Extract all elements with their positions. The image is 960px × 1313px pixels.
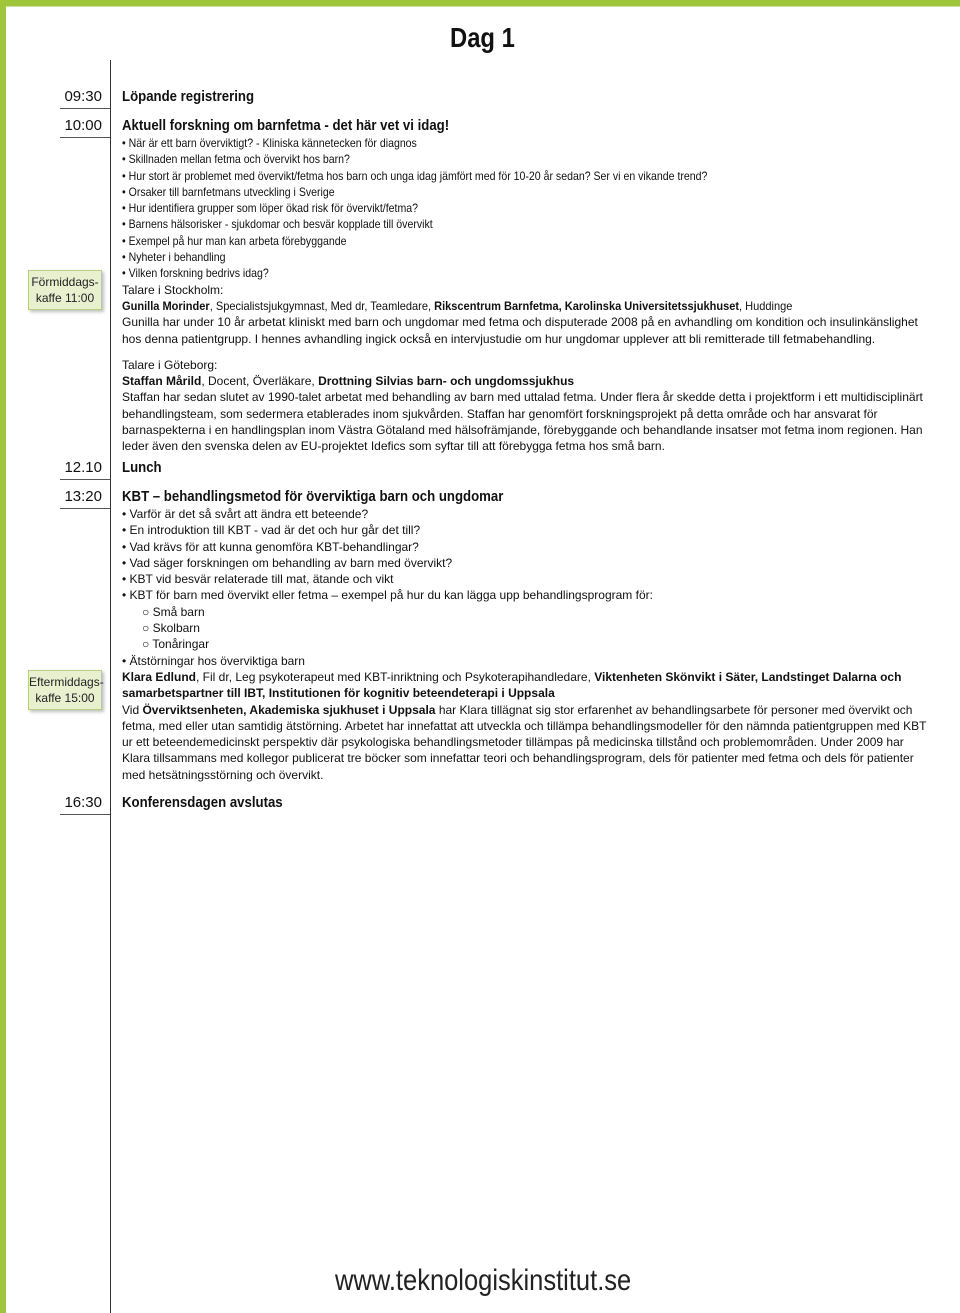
lunch-heading: Lunch: [122, 459, 162, 476]
sub-list-item: ○ Tonåringar: [122, 636, 932, 652]
time-1210: 12.10: [64, 459, 102, 476]
timeline-line: [110, 60, 111, 1313]
closing-heading: Konferensdagen avslutas: [122, 794, 283, 811]
list-item: • Vilken forskning bedrivs idag?: [122, 265, 835, 281]
list-item: • Hur identifiera grupper som löper ökad risk för övervikt/fetma?: [122, 200, 835, 216]
time-1630: 16:30: [64, 794, 102, 811]
morning-coffee-box: [28, 270, 102, 310]
time-divider: [60, 108, 110, 109]
bio-text: har Klara tillägnat sig stor erfarenhet av behandlingsarbete för personer med övervikt och fetma, med eller utan samtidig ätstörning. Arbetet har innefattat att utveckla och tillämpa behandlingsmodeller för den nämnda patientgruppen med KBT ur ett beteendemedicinskt perspektiv där psykologiska behandlingsmetoder tillämpas på medicinska tillstånd och problemområden. Under 2009 har Klara tillsammans med kollegor publicerat tre böcker som innefattar teori och behandlingsprogram, dels för patienter med fetma och dels för patienter med hetsätningsstörning och övervikt.: [122, 702, 927, 782]
speaker-org: Drottning Silvias barn- och ungdomssjukhus: [318, 374, 575, 389]
list-item: • Vad krävs för att kunna genomföra KBT-behandlingar?: [122, 539, 932, 555]
speaker-org: Rikscentrum Barnfetma, Karolinska Universitetssjukhuset: [434, 298, 740, 313]
session2-heading: KBT – behandlingsmetod för överviktiga barn och ungdomar: [122, 488, 504, 505]
speaker-bio: Staffan har sedan slutet av 1990-talet arbetat med behandling av barn med uttalad fetma. Under flera år skedde detta i projektform i ett multidisciplinärt behandlingsteam, som sedermera etablerades inom sjukvården. Staffan har genomfört forskningsprojekt på detta område och har ansvarat för barnaspekterna i en handlingsplan inom Västra Götaland med hälsofrämjande, förebyggande och behandlande insatser mot fetma inom regionen. Han leder även den svenska delen av EU-projektet Idefics som syftar till att förebygga fetma hos små barn.: [122, 390, 923, 454]
speaker-name: Gunilla Morinder: [122, 298, 210, 313]
time-divider: [60, 137, 110, 138]
session1-heading: Aktuell forskning om barnfetma - det här vet vi idag!: [122, 117, 450, 134]
speaker-intro: Talare i Stockholm:: [122, 282, 224, 297]
speaker-org: Överviktsenheten, Akademiska sjukhuset i Uppsala: [142, 702, 436, 717]
speaker-line: [122, 298, 867, 314]
sub-list-item: ○ Skolbarn: [122, 620, 932, 636]
time-1000: 10:00: [64, 117, 102, 134]
break-label: Eftermiddags-: [29, 675, 104, 689]
list-item: • Vad säger forskningen om behandling av barn med övervikt?: [122, 555, 932, 571]
list-item: • Hur stort är problemet med övervikt/fetma hos barn och unga idag jämfört med för 10-20 år sedan? Ser vi en vikande trend?: [122, 168, 835, 184]
registration-heading: Löpande registrering: [122, 88, 255, 105]
list-item: • En introduktion till KBT - vad är det och hur går det till?: [122, 522, 932, 538]
left-border: [0, 0, 6, 1313]
afternoon-coffee-box: [28, 670, 102, 710]
inner-border: [6, 6, 960, 7]
speaker-name: Staffan Mårild: [122, 374, 202, 389]
day-title: Dag 1: [450, 22, 515, 53]
list-item: • KBT för barn med övervikt eller fetma – exempel på hur du kan lägga upp behandlingsprogram för:: [122, 587, 932, 603]
speaker-intro: Talare i Göteborg:: [122, 357, 218, 372]
session2-block: [122, 488, 932, 783]
bio-text: Vid: [122, 702, 143, 717]
break-time: kaffe 15:00: [35, 691, 95, 705]
break-label: Förmiddags-: [31, 275, 99, 289]
list-item: • Ätstörningar hos överviktiga barn: [122, 653, 932, 669]
speaker-title: , Fil dr, Leg psykoterapeut med KBT-inriktning och Psykoterapihandledare,: [196, 669, 595, 684]
list-item: • När är ett barn överviktigt? - Kliniska kännetecken för diagnos: [122, 135, 835, 151]
list-item: • Barnens hälsorisker - sjukdomar och besvär kopplade till övervikt: [122, 216, 835, 232]
speaker-name: Klara Edlund: [122, 669, 197, 684]
speaker-title: , Specialistsjukgymnast, Med dr, Teamledare,: [209, 298, 435, 313]
time-divider: [60, 479, 110, 480]
time-1320: 13:20: [64, 488, 102, 505]
speaker-place: , Huddinge: [739, 298, 793, 313]
registration-block: [122, 88, 932, 106]
time-0930: 09:30: [64, 88, 102, 105]
time-divider: [60, 508, 110, 509]
speaker-bio: Gunilla har under 10 år arbetat kliniskt med barn och ungdomar med fetma och disputerade 2008 på en avhandling om kondition och insulinkänslighet hos denna patientgrupp. I hennes avhandling ingick också en intervjustudie om hur ungdomar upplever att bli remitterade till fetmabehandling.: [122, 315, 918, 346]
speaker-org: Viktenheten Skönvikt i Säter, Landstinget Dalarna och samarbetspartner till IBT, Institutionen för kognitiv beteendeterapi i Uppsala: [122, 669, 902, 701]
session1-block: [122, 117, 932, 455]
closing-block: [122, 794, 932, 812]
speaker-line: [122, 669, 932, 702]
speaker-line: [122, 373, 932, 389]
list-item: • Orsaker till barnfetmans utveckling i Sverige: [122, 184, 835, 200]
footer-url[interactable]: www.teknologiskinstitut.se: [335, 1264, 632, 1297]
list-item: • KBT vid besvär relaterade till mat, ätande och vikt: [122, 571, 932, 587]
sub-list-item: ○ Små barn: [122, 604, 932, 620]
lunch-block: [122, 459, 932, 477]
speaker-bio: [122, 702, 932, 783]
list-item: • Varför är det så svårt att ändra ett beteende?: [122, 506, 932, 522]
speaker-title: , Docent, Överläkare,: [201, 374, 319, 389]
list-item: • Nyheter i behandling: [122, 249, 835, 265]
list-item: • Skillnaden mellan fetma och övervikt hos barn?: [122, 151, 835, 167]
break-time: kaffe 11:00: [35, 291, 95, 305]
time-divider: [60, 814, 110, 815]
list-item: • Exempel på hur man kan arbeta förebyggande: [122, 233, 835, 249]
